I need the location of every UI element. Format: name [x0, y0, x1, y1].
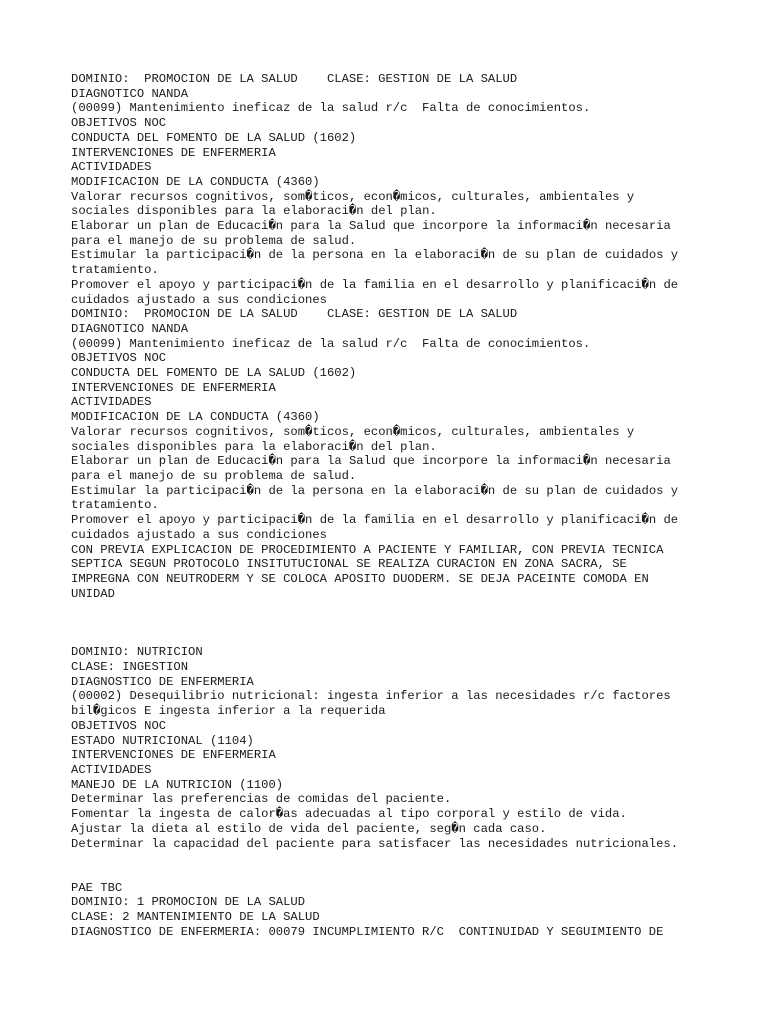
text-line: DOMINIO: 1 PROMOCION DE LA SALUD [71, 895, 306, 910]
text-line [71, 631, 731, 646]
text-line: IMPREGNA CON NEUTRODERM Y SE COLOCA APOSITO DUODERM. SE DEJA PACEINTE COMODA EN [71, 571, 649, 586]
text-line: tratamiento. [71, 498, 159, 513]
text-line: (00099) Mantenimiento ineficaz de la salud r/c Falta de conocimientos. [71, 336, 591, 351]
text-line: ESTADO NUTRICIONAL (1104) [71, 733, 254, 748]
text-line [71, 866, 731, 881]
text-line: DIAGNOTICO NANDA [71, 321, 189, 336]
text-line: OBJETIVOS NOC [71, 351, 167, 366]
text-line: OBJETIVOS NOC [71, 718, 167, 733]
text-line: (00002) Desequilibrio nutricional: ingesta inferior a las necesidades r/c factores [71, 689, 671, 704]
text-line: Ajustar la dieta al estilo de vida del paciente, seg�n cada caso. [71, 821, 547, 836]
text-line: Promover el apoyo y participaci�n de la familia en el desarrollo y planificaci�n de [71, 277, 679, 292]
text-line: cuidados ajustado a sus condiciones [71, 292, 327, 307]
text-line: sociales disponibles para la elaboraci�n del plan. [71, 204, 437, 219]
text-line: SEPTICA SEGUN PROTOCOLO INSITUTUCIONAL SE REALIZA CURACION EN ZONA SACRA, SE [71, 557, 627, 572]
text-line: MANEJO DE LA NUTRICION (1100) [71, 777, 284, 792]
text-line: tratamiento. [71, 263, 159, 278]
text-line: Estimular la participaci�n de la persona en la elaboraci�n de su plan de cuidados y [71, 483, 679, 498]
text-line [71, 851, 731, 866]
text-line: DIAGNOSTICO DE ENFERMERIA [71, 674, 254, 689]
text-line: ACTIVIDADES [71, 395, 152, 410]
text-line: ACTIVIDADES [71, 160, 152, 175]
text-line: CLASE: INGESTION [71, 660, 189, 675]
text-line: CONDUCTA DEL FOMENTO DE LA SALUD (1602) [71, 130, 357, 145]
text-line: Valorar recursos cognitivos, som�ticos, econ�micos, culturales, ambientales y [71, 424, 635, 439]
text-line: DIAGNOSTICO DE ENFERMERIA: 00079 INCUMPLIMIENTO R/C CONTINUIDAD Y SEGUIMIENTO DE [71, 924, 664, 939]
text-line [71, 616, 731, 631]
text-line: CONDUCTA DEL FOMENTO DE LA SALUD (1602) [71, 366, 357, 381]
text-line: MODIFICACION DE LA CONDUCTA (4360) [71, 410, 320, 425]
text-line: PAE TBC [71, 880, 123, 895]
text-line: ACTIVIDADES [71, 763, 152, 777]
text-line: (00099) Mantenimiento ineficaz de la salud r/c Falta de conocimientos. [71, 101, 591, 116]
text-line: INTERVENCIONES DE ENFERMERIA [71, 748, 276, 763]
text-line [71, 601, 731, 616]
text-line: Elaborar un plan de Educaci�n para la Salud que incorpore la informaci�n necesaria [71, 219, 671, 234]
text-line: CON PREVIA EXPLICACION DE PROCEDIMIENTO A PACIENTE Y FAMILIAR, CON PREVIA TECNICA [71, 542, 664, 557]
text-line: Determinar las preferencias de comidas del paciente. [71, 792, 452, 807]
text-line: OBJETIVOS NOC [71, 116, 167, 131]
text-line: bil�gicos E ingesta inferior a la requerida [71, 704, 386, 719]
text-line: sociales disponibles para la elaboraci�n del plan. [71, 439, 437, 454]
text-line: DOMINIO: NUTRICION [71, 645, 203, 660]
text-line: Determinar la capacidad del paciente para satisfacer las necesidades nutricionales. [71, 836, 679, 851]
text-line: MODIFICACION DE LA CONDUCTA (4360) [71, 174, 320, 189]
text-line: DOMINIO: PROMOCION DE LA SALUD CLASE: GESTION DE LA SALUD [71, 72, 518, 86]
text-line: Valorar recursos cognitivos, som�ticos, econ�micos, culturales, ambientales y [71, 189, 635, 204]
text-line: Promover el apoyo y participaci�n de la familia en el desarrollo y planificaci�n de [71, 513, 679, 528]
text-line: DIAGNOTICO NANDA [71, 86, 189, 101]
text-line: INTERVENCIONES DE ENFERMERIA [71, 380, 276, 395]
text-line: para el manejo de su problema de salud. [71, 468, 357, 483]
text-line: DOMINIO: PROMOCION DE LA SALUD CLASE: GESTION DE LA SALUD [71, 307, 518, 322]
text-line: Estimular la participaci�n de la persona en la elaboraci�n de su plan de cuidados y [71, 248, 679, 263]
text-line: UNIDAD [71, 586, 115, 601]
document-page [71, 72, 731, 939]
text-line: CLASE: 2 MANTENIMIENTO DE LA SALUD [71, 910, 320, 924]
text-line: cuidados ajustado a sus condiciones [71, 527, 327, 542]
text-line: Fomentar la ingesta de calor�as adecuadas al tipo corporal y estilo de vida. [71, 807, 627, 822]
text-line: para el manejo de su problema de salud. [71, 233, 357, 248]
text-line: Elaborar un plan de Educaci�n para la Salud que incorpore la informaci�n necesaria [71, 454, 671, 469]
text-line: INTERVENCIONES DE ENFERMERIA [71, 145, 276, 160]
